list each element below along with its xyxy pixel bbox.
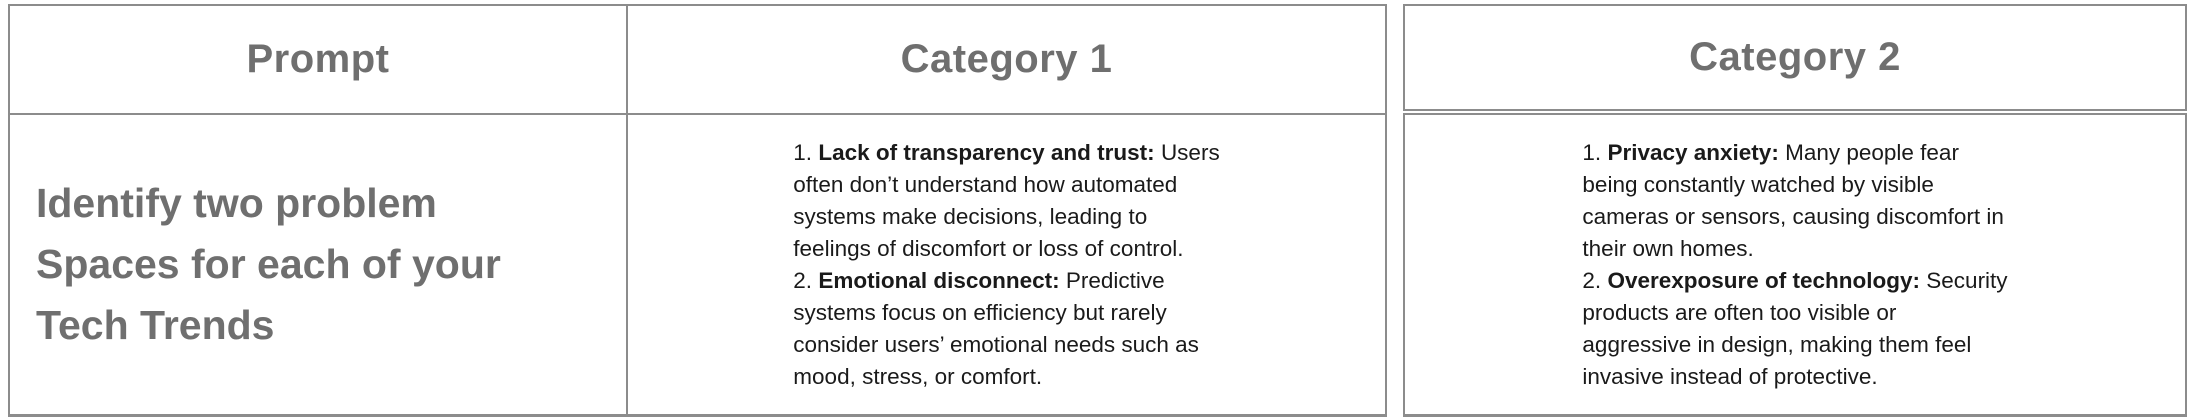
item-text-line: aggressive in design, making them feel [1582, 331, 1972, 357]
list-item-first-line [1582, 265, 2007, 297]
prompt-text-line: Identify two problem [36, 180, 437, 226]
item-label: Overexposure of technology: [1607, 267, 1921, 293]
item-text-line: products are often too visible or [1582, 299, 1897, 325]
prompt-header-label: Prompt [246, 37, 390, 81]
item-text: Security [1926, 267, 2008, 293]
category2-text [1582, 137, 2007, 393]
item-text-line: mood, stress, or comfort. [793, 363, 1043, 389]
item-text-line: their own homes. [1582, 235, 1754, 261]
item-text-line: invasive instead of protective. [1582, 363, 1878, 389]
item-text-line: consider users’ emotional needs such as [793, 331, 1199, 357]
category1-text [793, 137, 1219, 393]
prompt-header-cell [8, 4, 628, 115]
item-text-line: often don’t understand how automated [793, 171, 1178, 197]
item-text-line: systems focus on efficiency but rarely [793, 299, 1167, 325]
prompt-text [10, 173, 531, 356]
item-text: Many people fear [1785, 139, 1959, 165]
item-label: Emotional disconnect: [818, 267, 1060, 293]
prompt-text-line: Tech Trends [36, 302, 275, 348]
item-number: 2. [793, 267, 813, 293]
item-text: Predictive [1065, 267, 1165, 293]
item-number: 1. [1582, 139, 1602, 165]
item-label: Lack of transparency and trust: [818, 139, 1155, 165]
item-number: 1. [793, 139, 813, 165]
prompt-body-cell [8, 113, 628, 417]
item-text-line: cameras or sensors, causing discomfort in [1582, 203, 2004, 229]
category1-header-label: Category 1 [900, 37, 1113, 81]
category1-body-cell [626, 113, 1387, 417]
item-number: 2. [1582, 267, 1602, 293]
item-text-line: feelings of discomfort or loss of control. [793, 235, 1184, 261]
category2-body-cell [1403, 113, 2187, 417]
item-text: Users [1160, 139, 1220, 165]
item-text-line: systems make decisions, leading to [793, 203, 1148, 229]
list-item-first-line [793, 137, 1219, 169]
category2-header-cell [1403, 4, 2187, 111]
item-label: Privacy anxiety: [1607, 139, 1779, 165]
prompt-text-line: Spaces for each of your [36, 241, 501, 287]
item-text-line: being constantly watched by visible [1582, 171, 1934, 197]
list-item-first-line [793, 265, 1219, 297]
list-item-first-line [1582, 137, 2007, 169]
category1-header-cell [626, 4, 1387, 115]
category2-header-label: Category 2 [1689, 35, 1901, 79]
